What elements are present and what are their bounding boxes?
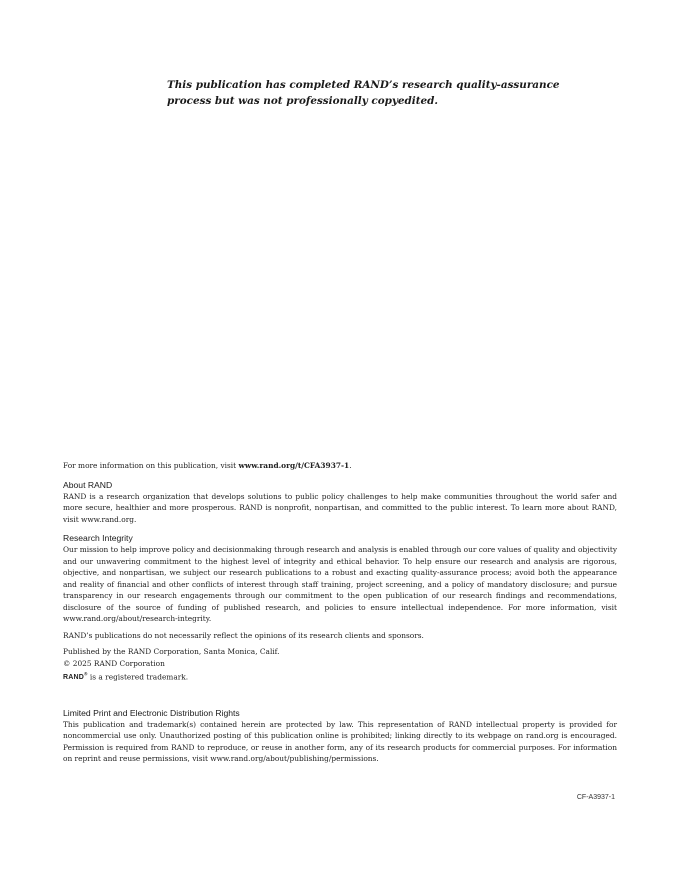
colophon [63,460,617,765]
trademark-line [63,669,617,684]
about-body: RAND is a research organization that develops solutions to public policy challenges to help make communities throughout the world safer and more secure, healthier and more prosperous. RAND is nonprofit, nonpartisan, and committed to the public interest. To learn more about RAND, visit www.rand.org. [63,491,617,524]
publication-link[interactable]: www.rand.org/t/CFA3937-1 [238,461,350,470]
about-heading: About RAND [63,479,113,490]
more-info-prefix: For more information on this publication, visit [63,461,239,470]
quality-assurance-notice [167,77,560,109]
rights-body: This publication and trademark(s) contained herein are protected by law. This representation of RAND intellectual property is provided for noncommercial use only. Unauthorized posting of this publication online is prohibited; linking directly to its webpage on rand.org is encouraged. Permission is required from RAND to reproduce, or reuse in another form, any of its research products for commercial purposes. For information on reprint and reuse permissions, visit www.rand.org/about/publishing/permissions. [63,719,617,764]
qa-notice-line-1: This publication has completed RAND’s research quality-assurance [167,79,560,91]
qa-notice-line-2: process but was not professionally copyedited. [167,95,439,107]
publisher-line: Published by the RAND Corporation, Santa Monica, Calif. [63,647,280,656]
disclaimer: RAND’s publications do not necessarily reflect the opinions of its research clients and sponsors. [63,630,424,640]
more-info-line [63,460,617,472]
rand-logo-mark [63,674,88,681]
document-id: CF-A3937-1 [576,794,615,801]
rand-mark-text: RAND [63,674,85,682]
integrity-heading: Research Integrity [63,533,133,543]
copyright-line: © 2025 RAND Corporation [63,658,165,668]
trademark-text: is a registered trademark. [87,672,189,682]
registered-symbol: ® [84,672,88,677]
rights-heading: Limited Print and Electronic Distribution Rights [63,707,240,718]
more-info-suffix: . [349,461,352,470]
integrity-body: Our mission to help improve policy and decisionmaking through research and analysis is enabled through our core values of quality and objectivity and our unwavering commitment to the highest level of integrity and ethical behavior. To help ensure our research and analysis are rigorous, objective, and nonpartisan, we subject our research publications to a robust and exacting quality-assurance process; avoid both the appearance and reality of financial and other conflicts of interest through staff training, project screening, and a policy of mandatory disclosure; and pursue transparency in our research engagements through our commitment to the open publication of our research findings and recommendations, disclosure of the source of funding of published research, and policies to ensure intellectual independence. For more information, visit www.rand.org/about/research-integrity. [63,545,617,623]
